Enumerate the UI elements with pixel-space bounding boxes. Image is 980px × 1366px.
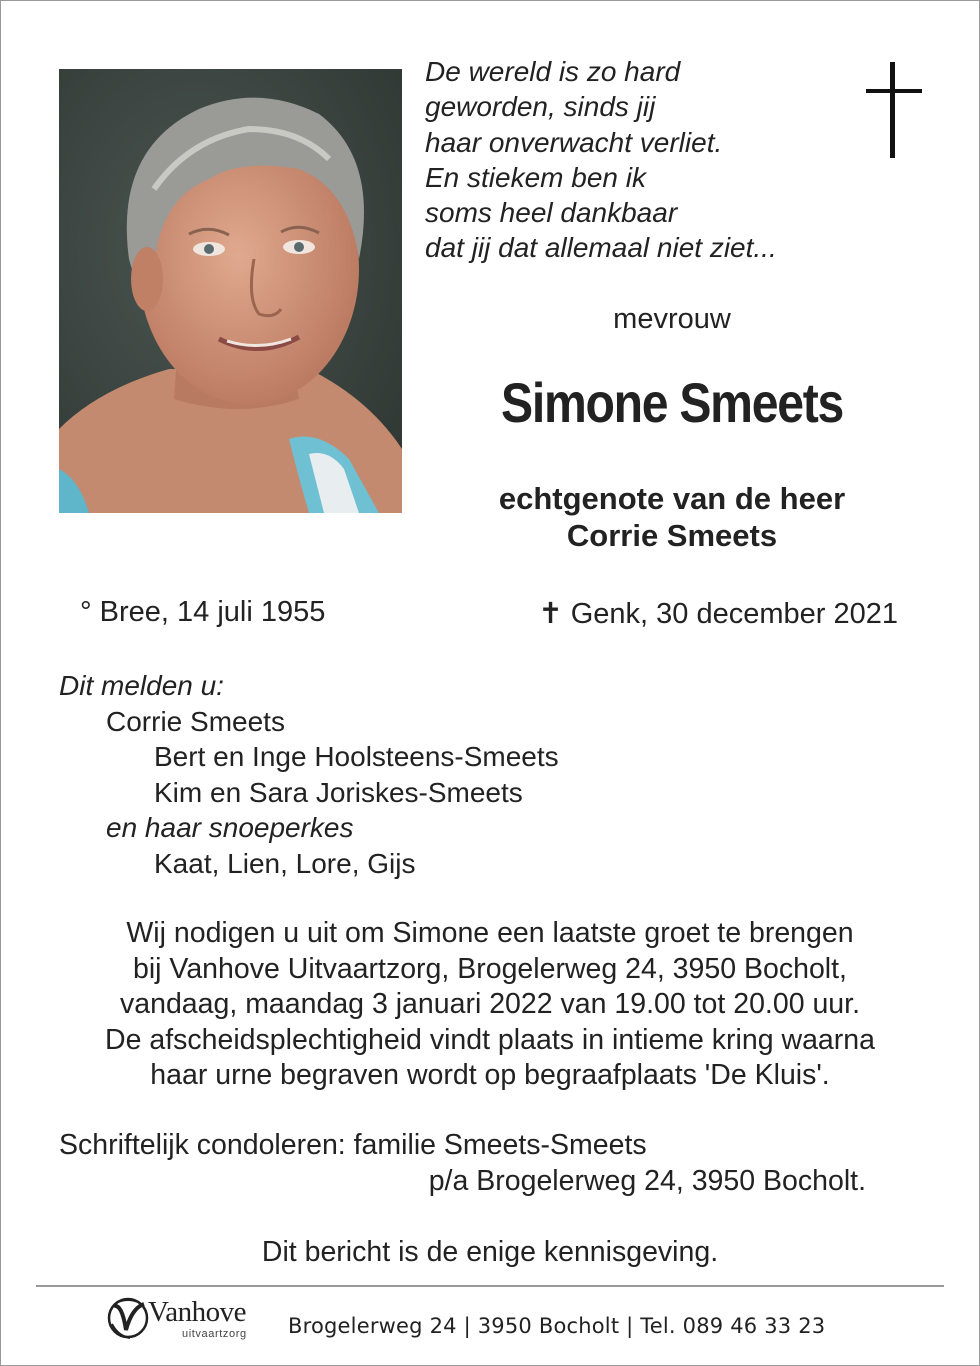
poem-line: haar onverwacht verliet. [425,126,723,158]
invitation-line: Wij nodigen u uit om Simone een laatste groet te brengen [126,917,854,949]
poem-line: dat jij dat allemaal niet ziet... [425,232,777,264]
death-date: ✝ Genk, 30 december 2021 [538,598,898,630]
vanhove-logo [104,1294,274,1344]
footer-address: Brogelerweg 24 | 3950 Bocholt | Tel. 089 46 33 23 [288,1314,826,1338]
invitation-line: vandaag, maandag 3 januari 2022 van 19.00 tot 20.00 uur. [120,988,860,1020]
invitation-line: De afscheidsplechtigheid vindt plaats in intieme kring waarna [105,1023,875,1056]
portrait-photo [59,69,402,513]
spouse-name: Corrie Smeets [566,518,778,553]
spouse-line: echtgenote van de heer [498,481,846,516]
poem-line: geworden, sinds jij [425,91,656,123]
invitation [40,916,940,1094]
spouse-info [455,480,889,554]
announcer-child: Bert en Inge Hoolsteens-Smeets [154,741,559,772]
cross-icon [866,62,922,158]
deceased-name: Simone Smeets [501,371,843,434]
deceased-title: mevrouw [613,303,731,335]
poem [425,54,777,266]
announcers [59,668,559,881]
invitation-line: bij Vanhove Uitvaartzorg, Brogelerweg 24, 3950 Bocholt, [133,952,847,985]
poem-line: De wereld is zo hard [425,56,681,87]
logo-subtitle: uitvaartzorg [182,1328,247,1340]
divider [36,1285,944,1287]
announcers-intro: Dit melden u: [59,670,224,701]
announcer-spouse: Corrie Smeets [106,705,285,737]
invitation-line: haar urne begraven wordt op begraafplaats 'De Kluis'. [150,1059,830,1091]
condolences-line2: p/a Brogelerweg 24, 3950 Bocholt. [428,1165,866,1197]
condolences-line1: Schriftelijk condoleren: familie Smeets-Smeets [59,1129,647,1161]
grandchildren-intro: en haar snoeperkes [106,812,354,843]
poem-line: En stiekem ben ik [425,161,646,193]
grandchildren-names: Kaat, Lien, Lore, Gijs [154,847,416,879]
birth-date: ° Bree, 14 juli 1955 [80,596,326,628]
announcer-child: Kim en Sara Joriskes-Smeets [154,776,523,808]
logo-emblem-icon [104,1294,152,1342]
logo-name: Vanhove [148,1296,246,1328]
portrait-illustration [59,69,402,513]
poem-line: soms heel dankbaar [425,197,678,229]
notice-text: Dit bericht is de enige kennisgeving. [261,1236,719,1268]
